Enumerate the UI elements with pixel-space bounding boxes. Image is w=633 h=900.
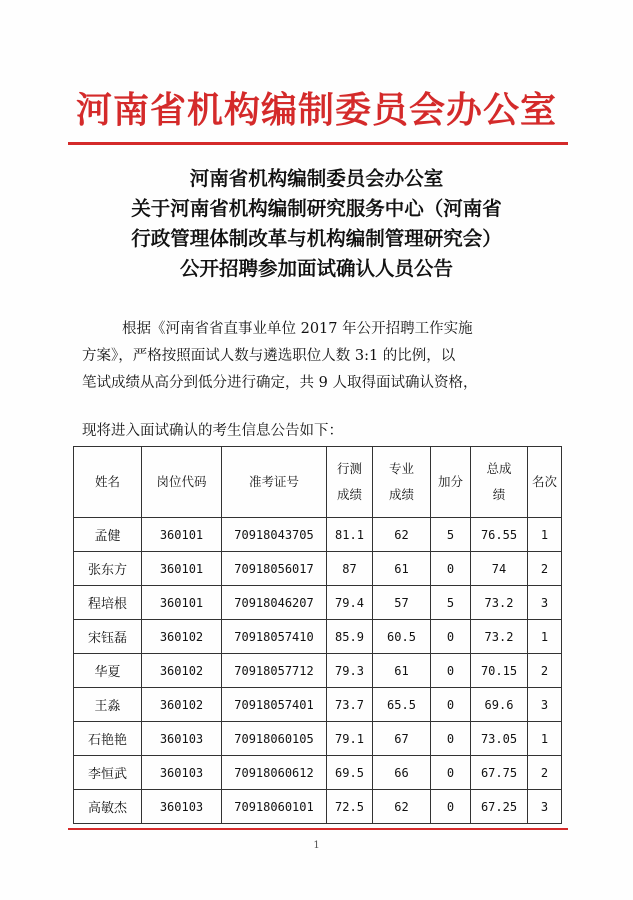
cell-xingce: 87 bbox=[327, 552, 373, 586]
candidates-table bbox=[73, 446, 562, 824]
cell-major: 62 bbox=[373, 790, 431, 824]
cell-total: 73.05 bbox=[471, 722, 528, 756]
cell-exam-id: 70918060101 bbox=[222, 790, 327, 824]
masthead-title: 河南省机构编制委员会办公室 bbox=[75, 89, 557, 131]
cell-major: 61 bbox=[373, 552, 431, 586]
cell-rank: 1 bbox=[528, 722, 562, 756]
cell-name: 李恒武 bbox=[74, 756, 142, 790]
body-line-2: 方案》，严格按照面试人数与遴选职位人数 3:1 的比例，以 bbox=[82, 348, 456, 364]
table-row bbox=[74, 552, 562, 586]
cell-name: 石艳艳 bbox=[74, 722, 142, 756]
cell-total: 67.75 bbox=[471, 756, 528, 790]
header-xingce-line2: 成绩 bbox=[336, 487, 362, 502]
body-line-4: 现将进入面试确认的考生信息公告如下： bbox=[82, 423, 343, 439]
cell-bonus: 0 bbox=[431, 620, 471, 654]
footer-red-rule bbox=[68, 828, 568, 830]
header-total-line2: 绩 bbox=[492, 487, 506, 502]
cell-xingce: 72.5 bbox=[327, 790, 373, 824]
cell-name: 张东方 bbox=[74, 552, 142, 586]
table-row bbox=[74, 790, 562, 824]
table-row bbox=[74, 518, 562, 552]
cell-post-code: 360103 bbox=[142, 756, 222, 790]
table-row bbox=[74, 586, 562, 620]
title-line-2: 关于河南省机构编制研究服务中心（河南省 bbox=[131, 197, 502, 220]
body-paragraph bbox=[82, 316, 558, 397]
cell-xingce: 85.9 bbox=[327, 620, 373, 654]
header-rank: 名次 bbox=[528, 447, 562, 518]
cell-rank: 3 bbox=[528, 790, 562, 824]
header-post-code: 岗位代码 bbox=[142, 447, 222, 518]
header-xingce-line1: 行测 bbox=[336, 461, 362, 476]
cell-name: 高敏杰 bbox=[74, 790, 142, 824]
cell-major: 65.5 bbox=[373, 688, 431, 722]
cell-total: 74 bbox=[471, 552, 528, 586]
cell-exam-id: 70918043705 bbox=[222, 518, 327, 552]
cell-bonus: 5 bbox=[431, 518, 471, 552]
cell-rank: 1 bbox=[528, 518, 562, 552]
body-line-3: 笔试成绩从高分到低分进行确定，共 9 人取得面试确认资格， bbox=[82, 375, 478, 391]
cell-total: 73.2 bbox=[471, 620, 528, 654]
cell-exam-id: 70918046207 bbox=[222, 586, 327, 620]
cell-xingce: 69.5 bbox=[327, 756, 373, 790]
cell-bonus: 5 bbox=[431, 586, 471, 620]
cell-bonus: 0 bbox=[431, 756, 471, 790]
title-line-1: 河南省机构编制委员会办公室 bbox=[189, 167, 444, 190]
header-exam-id: 准考证号 bbox=[222, 447, 327, 518]
cell-exam-id: 70918057401 bbox=[222, 688, 327, 722]
cell-post-code: 360102 bbox=[142, 620, 222, 654]
cell-major: 61 bbox=[373, 654, 431, 688]
cell-name: 孟健 bbox=[74, 518, 142, 552]
cell-post-code: 360101 bbox=[142, 518, 222, 552]
cell-xingce: 73.7 bbox=[327, 688, 373, 722]
cell-exam-id: 70918057410 bbox=[222, 620, 327, 654]
cell-total: 69.6 bbox=[471, 688, 528, 722]
header-bonus: 加分 bbox=[431, 447, 471, 518]
cell-bonus: 0 bbox=[431, 688, 471, 722]
table-body bbox=[74, 518, 562, 824]
cell-exam-id: 70918056017 bbox=[222, 552, 327, 586]
title-line-4: 公开招聘参加面试确认人员公告 bbox=[179, 257, 453, 280]
cell-xingce: 79.1 bbox=[327, 722, 373, 756]
cell-rank: 2 bbox=[528, 654, 562, 688]
cell-xingce: 79.4 bbox=[327, 586, 373, 620]
masthead-red-rule bbox=[68, 142, 568, 145]
cell-rank: 2 bbox=[528, 756, 562, 790]
table-header-row bbox=[74, 447, 562, 518]
cell-post-code: 360101 bbox=[142, 586, 222, 620]
page-number: 1 bbox=[313, 840, 320, 851]
cell-rank: 2 bbox=[528, 552, 562, 586]
table-row bbox=[74, 654, 562, 688]
cell-major: 66 bbox=[373, 756, 431, 790]
header-total-line1: 总成 bbox=[486, 461, 512, 476]
announcement-title bbox=[60, 164, 573, 284]
cell-name: 王淼 bbox=[74, 688, 142, 722]
cell-post-code: 360103 bbox=[142, 722, 222, 756]
cell-bonus: 0 bbox=[431, 552, 471, 586]
cell-post-code: 360102 bbox=[142, 688, 222, 722]
cell-major: 60.5 bbox=[373, 620, 431, 654]
cell-post-code: 360101 bbox=[142, 552, 222, 586]
cell-bonus: 0 bbox=[431, 790, 471, 824]
cell-bonus: 0 bbox=[431, 722, 471, 756]
cell-major: 67 bbox=[373, 722, 431, 756]
header-xingce bbox=[327, 447, 373, 518]
cell-exam-id: 70918060105 bbox=[222, 722, 327, 756]
header-major-line1: 专业 bbox=[388, 461, 414, 476]
table-row bbox=[74, 688, 562, 722]
body-line-1: 根据《河南省省直事业单位 2017 年公开招聘工作实施 bbox=[122, 321, 473, 337]
cell-exam-id: 70918060612 bbox=[222, 756, 327, 790]
cell-xingce: 81.1 bbox=[327, 518, 373, 552]
table-row bbox=[74, 620, 562, 654]
cell-total: 67.25 bbox=[471, 790, 528, 824]
cell-exam-id: 70918057712 bbox=[222, 654, 327, 688]
header-total bbox=[471, 447, 528, 518]
title-line-3: 行政管理体制改革与机构编制管理研究会） bbox=[131, 227, 502, 250]
header-major-line2: 成绩 bbox=[388, 487, 414, 502]
cell-total: 73.2 bbox=[471, 586, 528, 620]
cell-post-code: 360103 bbox=[142, 790, 222, 824]
cell-major: 62 bbox=[373, 518, 431, 552]
cell-major: 57 bbox=[373, 586, 431, 620]
header-major bbox=[373, 447, 431, 518]
table-row bbox=[74, 722, 562, 756]
cell-post-code: 360102 bbox=[142, 654, 222, 688]
cell-total: 70.15 bbox=[471, 654, 528, 688]
cell-total: 76.55 bbox=[471, 518, 528, 552]
table-row bbox=[74, 756, 562, 790]
cell-rank: 3 bbox=[528, 688, 562, 722]
cell-bonus: 0 bbox=[431, 654, 471, 688]
header-name: 姓名 bbox=[74, 447, 142, 518]
cell-name: 华夏 bbox=[74, 654, 142, 688]
cell-name: 程培根 bbox=[74, 586, 142, 620]
cell-rank: 1 bbox=[528, 620, 562, 654]
cell-name: 宋钰磊 bbox=[74, 620, 142, 654]
cell-rank: 3 bbox=[528, 586, 562, 620]
cell-xingce: 79.3 bbox=[327, 654, 373, 688]
